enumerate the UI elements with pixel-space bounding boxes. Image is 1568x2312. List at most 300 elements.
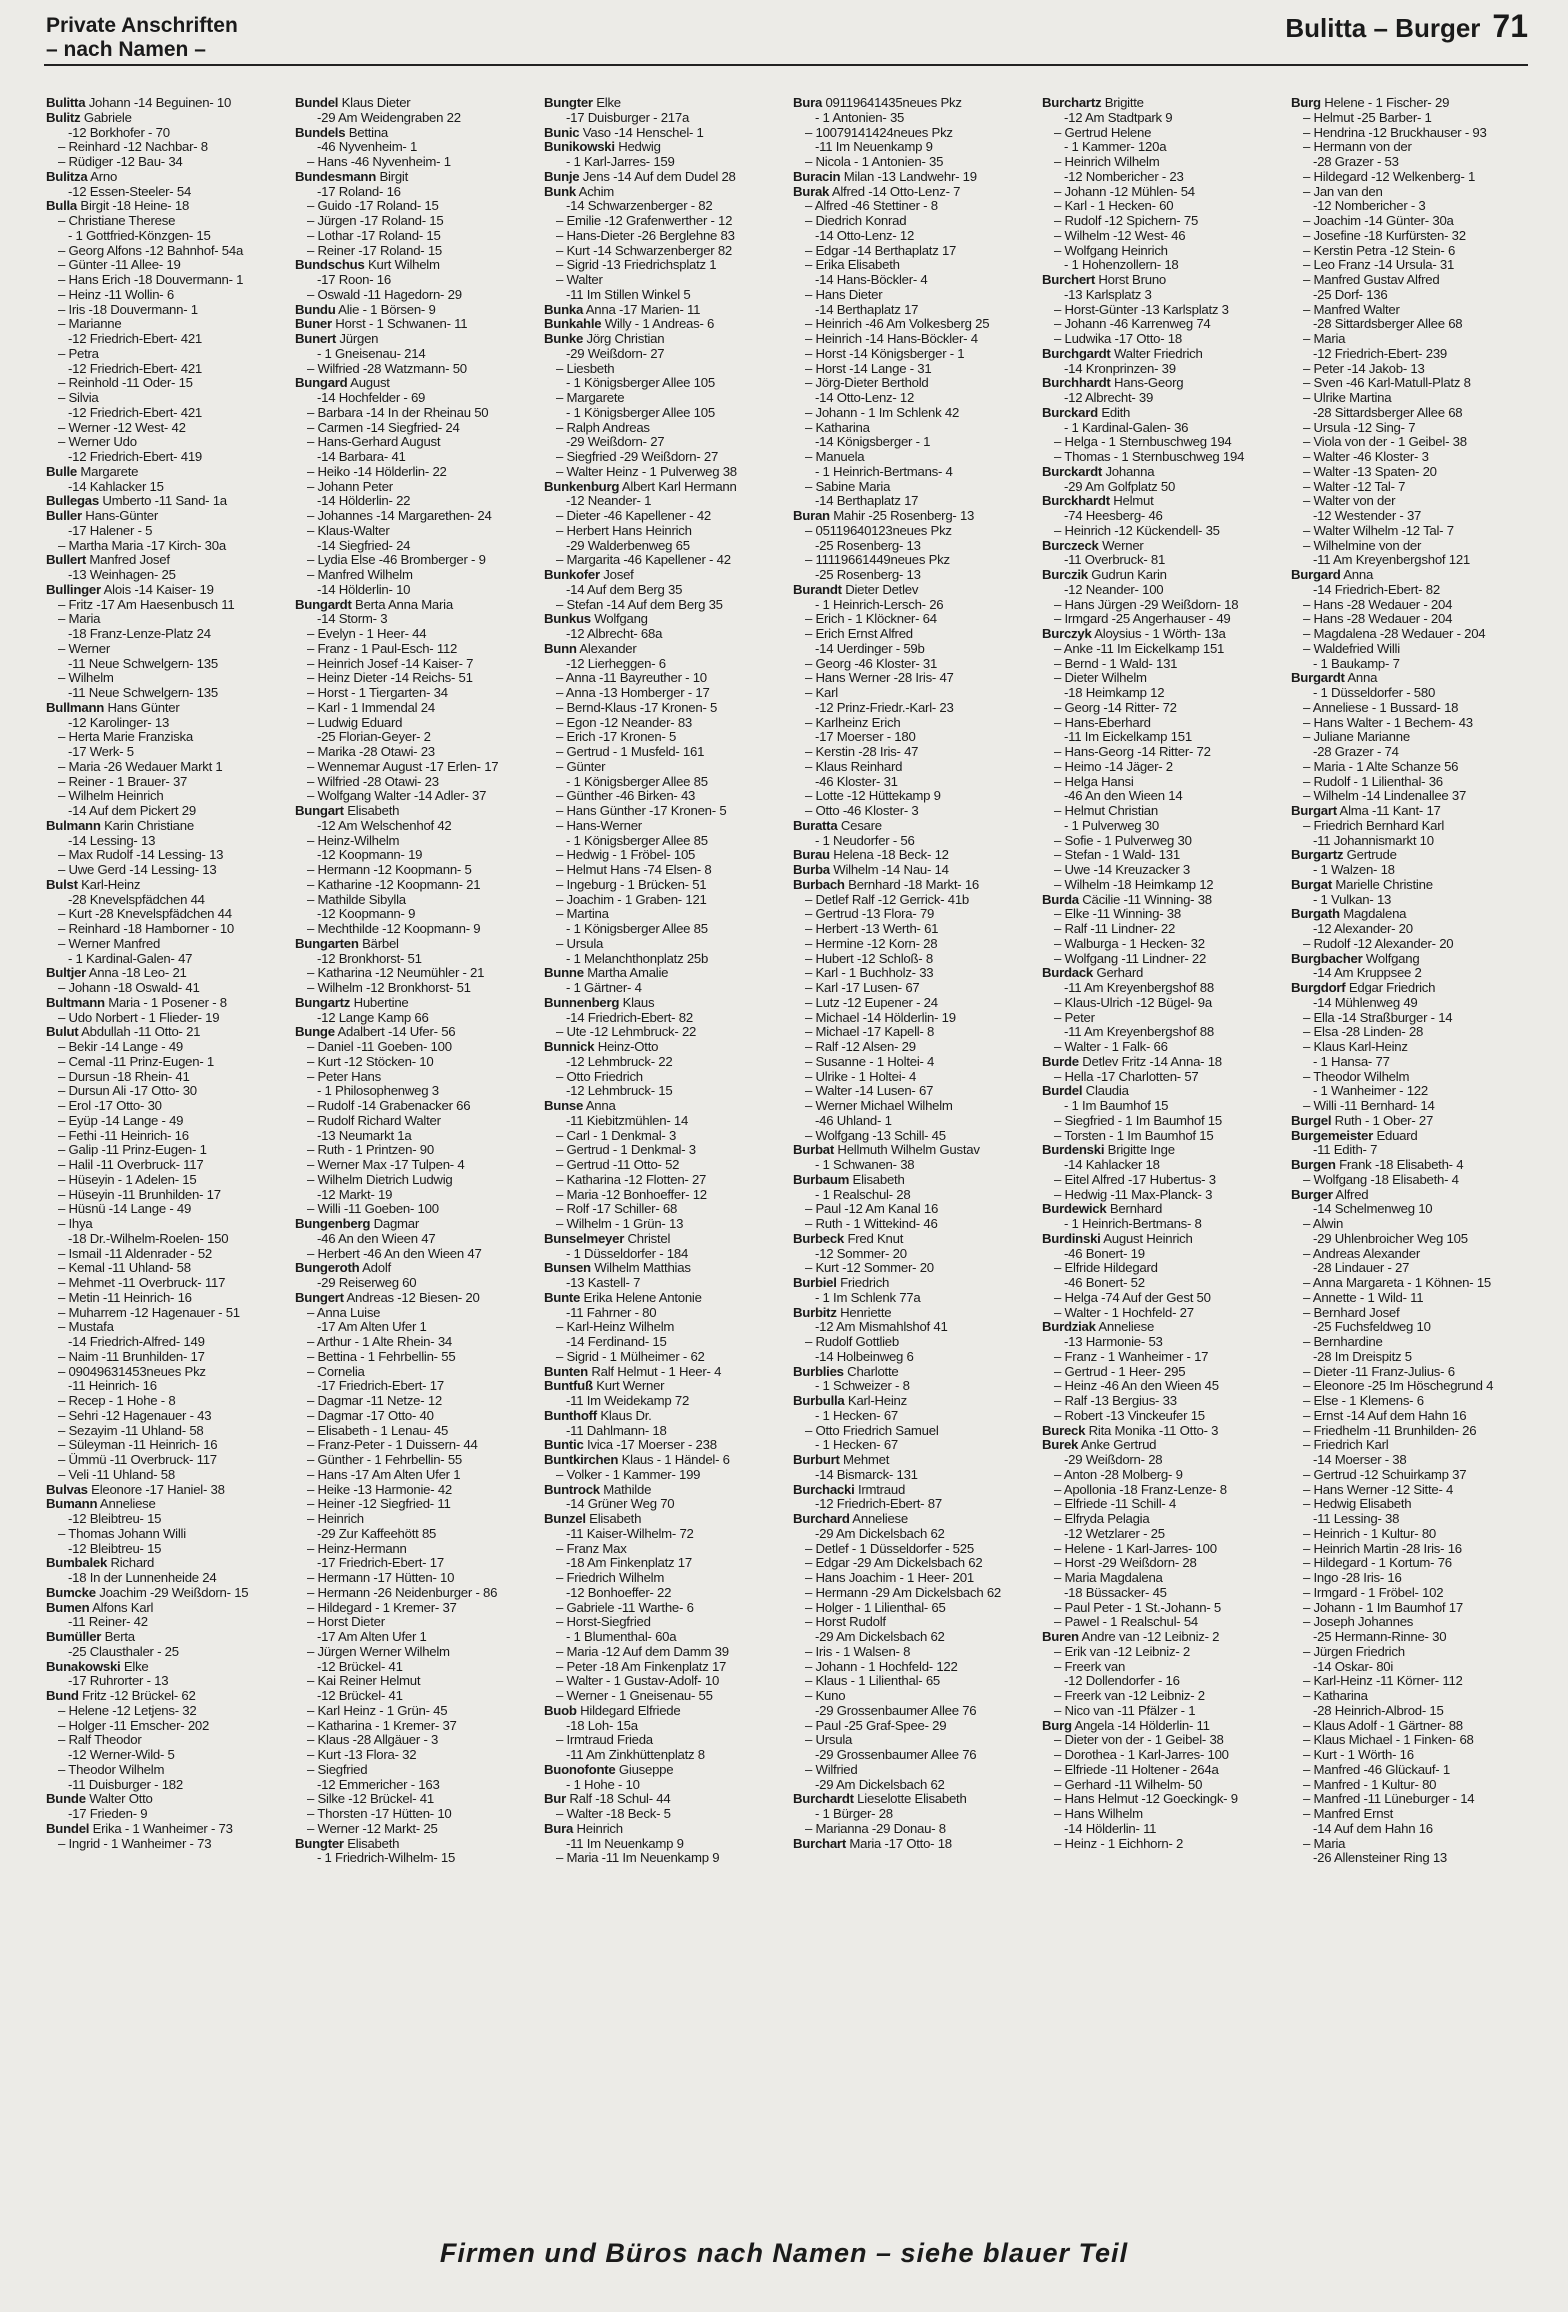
entry-address: -14 Auf dem Hahn 16	[1313, 1821, 1433, 1836]
entry-member: – Mustafa	[58, 1320, 114, 1335]
entry-address: - 1 Walzen- 18	[1313, 863, 1395, 877]
entry-member: – Rudolf Gottlieb	[805, 1335, 899, 1349]
entry-member: – Hans Jürgen -29 Weißdorn- 18	[1054, 597, 1239, 612]
entry-member: – Reinhold -11 Oder- 15	[58, 376, 193, 391]
entry-member: – Bettina - 1 Fehrbellin- 55	[307, 1349, 456, 1364]
entry-member: – Heinrich - 1 Kultur- 80	[1303, 1526, 1437, 1541]
entry-member: – Helmut Christian	[1054, 804, 1158, 818]
entry-member: – Klaus Karl-Heinz	[1303, 1040, 1408, 1054]
entry-address: -14 Friedrich-Ebert- 82	[566, 1010, 693, 1025]
entry-member: – Hans-Gerhard August	[307, 435, 441, 450]
entry-address: - 1 Heinrich-Bertmans- 4	[815, 464, 953, 479]
entry-address: -12 Am Welschenhof 42	[317, 818, 452, 833]
entry-member: – Gerhard -11 Wilhelm- 50	[1054, 1777, 1203, 1792]
entry-member: – Kurt -12 Sommer- 20	[805, 1261, 934, 1276]
entry-surname: Bunzel Elisabeth	[544, 1512, 642, 1526]
entry-member: – Evelyn - 1 Heer- 44	[307, 627, 427, 641]
entry-member: – Peter -14 Jakob- 13	[1303, 361, 1425, 376]
entry-surname: Burg Angela -14 Hölderlin- 11	[1042, 1718, 1210, 1733]
entry-member: – Ingo -28 Iris- 16	[1303, 1571, 1402, 1585]
entry-member: – Hüsnü -14 Lange - 49	[58, 1202, 192, 1217]
entry-member: – Freerk van	[1054, 1659, 1126, 1674]
entry-member: – Heinz -11 Wollin- 6	[58, 287, 174, 302]
entry-address: -17 Roon- 16	[317, 273, 391, 287]
entry-address: -14 Moerser - 38	[1313, 1453, 1407, 1467]
entry-surname: Burchart Maria -17 Otto- 18	[793, 1836, 952, 1851]
entry-address: -11 Im Stillen Winkel 5	[566, 287, 691, 302]
entry-member: – Dorothea - 1 Karl-Jarres- 100	[1054, 1748, 1229, 1762]
entry-address: -18 Heimkamp 12	[1064, 686, 1165, 700]
entry-member: – Georg Alfons -12 Bahnhof- 54a	[58, 243, 244, 258]
entry-member: – Anna -13 Homberger - 17	[556, 686, 710, 700]
entry-member: – Sigrid - 1 Mülheimer - 62	[556, 1349, 705, 1364]
entry-member: – Annette - 1 Wild- 11	[1303, 1290, 1424, 1305]
entry-address: -11 Im Eickelkamp 151	[1064, 730, 1192, 745]
entry-member: – Wilhelm -18 Heimkamp 12	[1054, 877, 1214, 892]
entry-member: – Ulrike Martina	[1303, 391, 1392, 405]
entry-address: -18 Franz-Lenze-Platz 24	[68, 627, 211, 641]
entry-address: -12 Friedrich-Ebert- 419	[68, 450, 202, 464]
entry-address: -25 Dorf- 136	[1313, 287, 1388, 302]
entry-member: – Manfred Wilhelm	[307, 568, 413, 582]
entry-address: - 1 Kardinal-Galen- 36	[1064, 420, 1189, 435]
entry-member: – Marika -28 Otawi- 23	[307, 745, 435, 759]
entry-address: -14 Otto-Lenz- 12	[815, 391, 915, 405]
entry-address: -11 Johannismarkt 10	[1313, 833, 1434, 848]
entry-member: – Dieter -46 Kapellener - 42	[556, 509, 712, 523]
entry-member: – Eyüp -14 Lange - 49	[58, 1113, 184, 1128]
entry-address: - 1 Karl-Jarres- 159	[566, 155, 675, 169]
entry-address: - 1 Wanheimer - 122	[1313, 1084, 1428, 1099]
entry-member: – Katharina -12 Neumühler - 21	[307, 966, 485, 981]
listing-columns	[46, 96, 1532, 2236]
footer-note: Firmen und Büros nach Namen – siehe blauer Teil	[439, 2238, 1129, 2268]
entry-surname: Bura 09119641435neues Pkz	[793, 96, 962, 110]
entry-surname: Burbeck Fred Knut	[793, 1231, 904, 1246]
entry-address: -11 Im Neuenkamp 9	[566, 1836, 684, 1851]
entry-address: -29 Grossenbaumer Allee 76	[815, 1748, 977, 1762]
entry-member: – Oswald -11 Hagedorn- 29	[307, 287, 462, 302]
entry-address: - 1 Im Schlenk 77a	[815, 1290, 921, 1305]
entry-member: – Erol -17 Otto- 30	[58, 1099, 162, 1113]
entry-surname: Bur Ralf -18 Schul- 44	[544, 1792, 671, 1807]
entry-member: – Detlef Ralf -12 Gerrick- 41b	[805, 892, 970, 907]
entry-surname: Buntfuß Kurt Werner	[544, 1379, 665, 1394]
entry-surname: Burgemeister Eduard	[1291, 1128, 1418, 1143]
entry-member: – Heinrich Josef -14 Kaiser- 7	[307, 656, 474, 671]
entry-member: – Recep - 1 Hohe - 8	[58, 1394, 176, 1408]
entry-member: – Ismail -11 Aldenrader - 52	[58, 1246, 213, 1261]
entry-member: – Hildegard -12 Welkenberg- 1	[1303, 169, 1476, 184]
entry-address: -25 Fuchsfeldweg 10	[1313, 1320, 1431, 1335]
entry-member: – Klaus -28 Allgäuer - 3	[307, 1733, 439, 1748]
entry-address: -28 Sittardsberger Allee 68	[1313, 317, 1463, 332]
entry-address: -14 Hochfelder - 69	[317, 391, 426, 405]
entry-member: – Walter -14 Lusen- 67	[805, 1084, 934, 1099]
entry-member: – Jürgen Friedrich	[1303, 1644, 1405, 1659]
entry-address: -46 An den Wieen 47	[317, 1231, 436, 1246]
entry-surname: Bullinger Alois -14 Kaiser- 19	[46, 582, 214, 597]
entry-member: – Maria -12 Bonhoeffer- 12	[556, 1187, 707, 1202]
entry-member: – Lydia Else -46 Bromberger - 9	[307, 553, 486, 568]
entry-member: – Paul -25 Graf-Spee- 29	[805, 1718, 947, 1733]
entry-member: – Kurt -13 Flora- 32	[307, 1748, 417, 1762]
entry-member: – Helmut Hans -74 Elsen- 8	[556, 863, 712, 877]
entry-member: – Friedhelm -11 Brunhilden- 26	[1303, 1423, 1477, 1438]
entry-member: – Apollonia -18 Franz-Lenze- 8	[1054, 1482, 1227, 1497]
entry-member: – Sigrid -13 Friedrichsplatz 1	[556, 258, 717, 273]
entry-member: – Horst -14 Königsberger - 1	[805, 346, 965, 361]
entry-member: – Heike -13 Harmonie- 42	[307, 1482, 452, 1497]
entry-member: – Rüdiger -12 Bau- 34	[58, 155, 183, 169]
entry-member: – Hans Werner -28 Iris- 47	[805, 671, 954, 686]
entry-member: – Horst -14 Lange - 31	[805, 361, 932, 376]
entry-surname: Bungarten Bärbel	[295, 936, 399, 951]
section-heading	[46, 14, 238, 62]
entry-member: – Juliane Marianne	[1303, 730, 1410, 745]
entry-member: – Ralf -12 Alsen- 29	[805, 1040, 916, 1054]
entry-member: – Rudolf -14 Grabenacker 66	[307, 1099, 471, 1113]
entry-address: -14 Holbeinweg 6	[815, 1349, 914, 1364]
entry-member: – Hermann -12 Koopmann- 5	[307, 863, 472, 877]
entry-address: -12 Brückel- 41	[317, 1689, 403, 1703]
entry-member: – Walter - 1 Hochfeld- 27	[1054, 1305, 1194, 1320]
entry-member: – Erich -17 Kronen- 5	[556, 730, 677, 745]
entry-surname: Burchartz Brigitte	[1042, 96, 1144, 110]
entry-member: – Walter von der	[1303, 494, 1396, 509]
entry-surname: Bungardt Berta Anna Maria	[295, 597, 453, 612]
name-range-title: Bulitta – Burger	[1285, 13, 1481, 43]
entry-member: – Hans -46 Nyvenheim- 1	[307, 155, 451, 169]
entry-member: – Sabine Maria	[805, 479, 891, 494]
entry-address: - 1 Königsberger Allee 105	[566, 376, 715, 391]
entry-address: -18 Büssacker- 45	[1064, 1585, 1167, 1600]
entry-address: -17 Duisburger - 217a	[566, 110, 690, 125]
entry-member: – Freerk van -12 Leibniz- 2	[1054, 1689, 1205, 1703]
entry-surname: Bund Fritz -12 Brückel- 62	[46, 1689, 196, 1703]
entry-member: – Dieter -11 Franz-Julius- 6	[1303, 1364, 1455, 1379]
entry-member: – Irmgard -25 Angerhauser - 49	[1054, 612, 1231, 627]
entry-address: -11 Kiebitzmühlen- 14	[566, 1113, 689, 1128]
entry-surname: Buntkirchen Klaus - 1 Händel- 6	[544, 1453, 730, 1467]
entry-member: – Anna Margareta - 1 Köhnen- 15	[1303, 1276, 1491, 1290]
entry-surname: Burandt Dieter Detlev	[793, 582, 919, 597]
entry-surname: Bunakowski Elke	[46, 1659, 149, 1674]
entry-member: – Heinz Dieter -14 Reichs- 51	[307, 671, 473, 686]
entry-surname: Burbitz Henriette	[793, 1305, 892, 1320]
entry-surname: Buren Andre van -12 Leibniz- 2	[1042, 1630, 1220, 1644]
entry-surname: Buratta Cesare	[793, 818, 882, 833]
entry-member: – Leo Franz -14 Ursula- 31	[1303, 258, 1455, 273]
entry-address: -14 Auf dem Berg 35	[566, 582, 683, 597]
listing-column	[46, 96, 287, 2236]
entry-surname: Burger Alfred	[1291, 1187, 1369, 1202]
entry-member: – Mechthilde -12 Koopmann- 9	[307, 922, 481, 936]
entry-member: – Ulrike - 1 Holtei- 4	[805, 1069, 917, 1084]
entry-member: – Ruth - 1 Wittekind- 46	[805, 1217, 938, 1231]
entry-member: – Wolfgang Walter -14 Adler- 37	[307, 789, 487, 804]
entry-surname: Burgdorf Edgar Friedrich	[1291, 981, 1436, 995]
entry-member: – Manfred - 1 Kultur- 80	[1303, 1777, 1437, 1792]
entry-member: – Katharine -12 Koopmann- 21	[307, 877, 481, 892]
entry-member: – Elfriede -11 Schill- 4	[1054, 1497, 1177, 1512]
entry-member: – Elfride Hildegard	[1054, 1261, 1158, 1276]
entry-member: – Max Rudolf -14 Lessing- 13	[58, 848, 224, 863]
entry-surname: Burdel Claudia	[1042, 1084, 1129, 1099]
entry-address: -46 Bonert- 19	[1064, 1246, 1145, 1261]
entry-surname: Burgbacher Wolfgang	[1291, 951, 1420, 966]
entry-surname: Bunje Jens -14 Auf dem Dudel 28	[544, 169, 736, 184]
entry-member: – Walter -12 Tal- 7	[1303, 479, 1406, 494]
entry-member: – Johann Peter	[307, 479, 393, 494]
entry-member: – Erika Elisabeth	[805, 258, 900, 273]
entry-address: - 1 Schweizer - 8	[815, 1379, 910, 1394]
entry-member: – Joseph Johannes	[1303, 1615, 1414, 1630]
entry-member: – Reiner - 1 Brauer- 37	[58, 774, 188, 789]
entry-member: – Horst -29 Weißdorn- 28	[1054, 1556, 1197, 1571]
entry-member: – Elfryda Pelagia	[1054, 1512, 1150, 1526]
entry-address: - 1 Hecken- 67	[815, 1408, 898, 1423]
entry-address: -12 Bronkhorst- 51	[317, 951, 422, 966]
entry-address: -12 Lehmbruck- 15	[566, 1084, 673, 1099]
entry-address: -28 Heinrich-Albrod- 15	[1313, 1703, 1444, 1718]
entry-member: – Otto Friedrich	[556, 1069, 643, 1084]
entry-member: – Sven -46 Karl-Matull-Platz 8	[1303, 376, 1471, 391]
entry-address: -29 Grossenbaumer Allee 76	[815, 1703, 977, 1718]
entry-member: – Hans Wilhelm	[1054, 1807, 1143, 1821]
entry-surname: Burczeck Werner	[1042, 538, 1144, 553]
entry-member: – Peter Hans	[307, 1069, 381, 1084]
entry-member: – Hermine -12 Korn- 28	[805, 936, 938, 951]
entry-member: – Hans Walter - 1 Bechem- 43	[1303, 715, 1473, 730]
entry-address: - 1 Gärtner- 4	[566, 981, 642, 995]
entry-surname: Bunnenberg Klaus	[544, 995, 655, 1010]
entry-surname: Bulut Abdullah -11 Otto- 21	[46, 1025, 201, 1040]
entry-surname: Burgardt Anna	[1291, 671, 1378, 686]
entry-member: – Walburga - 1 Hecken- 32	[1054, 936, 1205, 951]
entry-surname: Bumann Anneliese	[46, 1497, 156, 1512]
entry-member: – Erich Ernst Alfred	[805, 627, 913, 641]
entry-address: -12 Bleibtreu- 15	[68, 1541, 162, 1556]
entry-address: -14 Berthaplatz 17	[815, 494, 919, 509]
entry-member: – Udo Norbert - 1 Flieder- 19	[58, 1010, 220, 1025]
entry-member: – Karl	[805, 686, 838, 700]
entry-member: – Fritz -17 Am Haesenbusch 11	[58, 597, 235, 612]
entry-member: – Kerstin -28 Iris- 47	[805, 745, 919, 759]
entry-surname: Bumbalek Richard	[46, 1556, 155, 1571]
entry-member: – Ihya	[58, 1217, 93, 1231]
entry-surname: Bundels Bettina	[295, 125, 389, 140]
entry-member: – Elke -11 Winning- 38	[1054, 907, 1181, 922]
entry-surname: Burgartz Gertrude	[1291, 848, 1397, 863]
entry-surname: Bundschus Kurt Wilhelm	[295, 258, 440, 273]
entry-member: – Maria	[58, 612, 101, 627]
entry-surname: Bunde Walter Otto	[46, 1792, 153, 1807]
entry-member: – Irmgard - 1 Fröbel- 102	[1303, 1585, 1444, 1600]
entry-surname: Bumen Alfons Karl	[46, 1600, 154, 1615]
entry-surname: Burgath Magdalena	[1291, 907, 1407, 922]
entry-member: – Willi -11 Goeben- 100	[307, 1202, 439, 1217]
entry-member: – Johann - 1 Hochfeld- 122	[805, 1659, 958, 1674]
entry-address: -11 Dahlmann- 18	[566, 1423, 667, 1438]
entry-address: - 1 Gottfried-Könzgen- 15	[68, 228, 211, 243]
entry-member: – Wilhelm -14 Lindenallee 37	[1303, 789, 1467, 804]
entry-address: -25 Clausthaler - 25	[68, 1644, 179, 1659]
entry-member: – Bernd - 1 Wald- 131	[1054, 656, 1178, 671]
entry-surname: Bundel Klaus Dieter	[295, 96, 411, 110]
entry-member: – Georg -14 Ritter- 72	[1054, 700, 1177, 715]
entry-member: – Günter	[556, 759, 606, 774]
entry-address: -12 Friedrich-Ebert- 239	[1313, 346, 1447, 361]
entry-address: - 1 Düsseldorfer - 184	[566, 1246, 689, 1261]
entry-member: – Werner Manfred	[58, 936, 161, 951]
entry-member: – Anton -28 Molberg- 9	[1054, 1467, 1183, 1482]
entry-address: -14 Mühlenweg 49	[1313, 995, 1418, 1010]
entry-member: – Hubert -12 Schloß- 8	[805, 951, 933, 966]
entry-member: – Georg -46 Kloster- 31	[805, 656, 938, 671]
entry-member: – Willi -11 Bernhard- 14	[1303, 1099, 1435, 1113]
entry-address: -14 Siegfried- 24	[317, 538, 411, 553]
entry-surname: Burburt Mehmet	[793, 1453, 890, 1467]
entry-address: -46 Kloster- 31	[815, 774, 898, 789]
entry-member: – Iris -18 Douvermann- 1	[58, 302, 198, 317]
entry-member: – Susanne - 1 Holtei- 4	[805, 1054, 935, 1069]
entry-member: – Kurt - 1 Wörth- 16	[1303, 1748, 1414, 1762]
entry-address: -12 Friedrich-Ebert- 421	[68, 332, 202, 346]
entry-surname: Burczik Gudrun Karin	[1042, 568, 1167, 582]
entry-member: – Cornelia	[307, 1364, 365, 1379]
entry-address: -11 Im Weidekamp 72	[566, 1394, 690, 1408]
entry-member: – Karl-Heinz Wilhelm	[556, 1320, 675, 1335]
entry-member: – Friedrich Karl	[1303, 1438, 1389, 1453]
entry-address: -17 Moerser - 180	[815, 730, 916, 745]
entry-member: – Jörg-Dieter Berthold	[805, 376, 929, 391]
entry-surname: Burgart Alma -11 Kant- 17	[1291, 804, 1441, 818]
entry-surname: Bunselmeyer Christel	[544, 1231, 671, 1246]
entry-member: – Franz - 1 Wanheimer - 17	[1054, 1349, 1209, 1364]
entry-member: – Heinrich -12 Kückendell- 35	[1054, 523, 1220, 538]
entry-address: -12 Sommer- 20	[815, 1246, 907, 1261]
entry-address: - 1 Neudorfer - 56	[815, 833, 915, 848]
entry-address: -46 Uhland- 1	[815, 1113, 892, 1128]
entry-surname: Buran Mahir -25 Rosenberg- 13	[793, 509, 975, 523]
entry-surname: Bullert Manfred Josef	[46, 553, 170, 568]
entry-member: – Irmtraud Frieda	[556, 1733, 653, 1748]
entry-member: – Herbert Hans Heinrich	[556, 523, 692, 538]
entry-member: – Veli -11 Uhland- 58	[58, 1467, 175, 1482]
entry-address: -11 Neue Schwelgern- 135	[68, 686, 218, 700]
entry-surname: Bultjer Anna -18 Leo- 21	[46, 966, 187, 981]
entry-member: – Volker - 1 Kammer- 199	[556, 1467, 701, 1482]
entry-address: - 1 Gneisenau- 214	[317, 346, 426, 361]
entry-address: -13 Kastell- 7	[566, 1276, 641, 1290]
entry-member: – Elfriede -11 Holtener - 264a	[1054, 1762, 1219, 1777]
entry-member: – Karl Heinz - 1 Grün- 45	[307, 1703, 448, 1718]
entry-surname: Bunte Erika Helene Antonie	[544, 1290, 702, 1305]
entry-member: – Gertrud -12 Schuirkamp 37	[1303, 1467, 1467, 1482]
entry-member: – Wilfried	[805, 1762, 858, 1777]
entry-member: – Siegfried	[307, 1762, 368, 1777]
entry-member: – Kurt -14 Schwarzenberger 82	[556, 243, 733, 258]
entry-member: – Heimo -14 Jäger- 2	[1054, 759, 1173, 774]
entry-member: – Süleyman -11 Heinrich- 16	[58, 1438, 218, 1453]
entry-member: – Katharina	[1303, 1689, 1368, 1703]
entry-surname: Burchgardt Walter Friedrich	[1042, 346, 1203, 361]
entry-member: – Helga - 1 Sternbuschweg 194	[1054, 435, 1232, 450]
entry-address: -12 Neander- 1	[566, 494, 652, 509]
entry-member: – Werner Udo	[58, 435, 137, 450]
entry-member: – Manuela	[805, 450, 865, 464]
entry-surname: Burdack Gerhard	[1042, 966, 1144, 981]
entry-member: – Karl - 1 Immendal 24	[307, 700, 435, 715]
entry-address: -12 Am Mismahlshof 41	[815, 1320, 948, 1335]
entry-member: – Walter Wilhelm -12 Tal- 7	[1303, 523, 1454, 538]
entry-address: -29 Am Weidengraben 22	[317, 110, 461, 125]
entry-surname: Bulitz Gabriele	[46, 110, 132, 125]
entry-member: – Carmen -14 Siegfried- 24	[307, 420, 460, 435]
entry-address: - 1 Realschul- 28	[815, 1187, 911, 1202]
entry-address: -18 In der Lunnenheide 24	[68, 1571, 217, 1585]
entry-member: – Hans-Werner	[556, 818, 642, 833]
entry-member: – Wilfried -28 Watzmann- 50	[307, 361, 467, 376]
entry-member: – Kurt -12 Stöcken- 10	[307, 1054, 434, 1069]
entry-address: - 1 Philosophenweg 3	[317, 1084, 439, 1099]
entry-surname: Bura Heinrich	[544, 1821, 623, 1836]
entry-address: -25 Florian-Geyer- 2	[317, 730, 431, 745]
entry-address: -14 Otto-Lenz- 12	[815, 228, 915, 243]
entry-member: – Sezayim -11 Uhland- 58	[58, 1423, 204, 1438]
entry-member: – Hella -17 Charlotten- 57	[1054, 1069, 1199, 1084]
entry-member: – Johann -18 Oswald- 41	[58, 981, 200, 995]
entry-member: – Carl - 1 Denkmal- 3	[556, 1128, 677, 1143]
entry-member: – Hans Helmut -12 Goeckingk- 9	[1054, 1792, 1238, 1807]
entry-surname: Burbulla Karl-Heinz	[793, 1394, 907, 1408]
entry-member: – Wolfgang -18 Elisabeth- 4	[1303, 1172, 1459, 1187]
entry-surname: Burchard Anneliese	[793, 1512, 908, 1526]
entry-member: – Stefan -14 Auf dem Berg 35	[556, 597, 723, 612]
entry-member: – Kuno	[805, 1689, 846, 1703]
entry-surname: Burgard Anna	[1291, 568, 1374, 582]
entry-member: – Hüseyin -11 Brunhilden- 17	[58, 1187, 221, 1202]
entry-address: -18 Am Finkenplatz 17	[566, 1556, 692, 1571]
entry-address: -12 Karolinger- 13	[68, 715, 170, 730]
entry-address: - 1 Pulverweg 30	[1064, 818, 1159, 833]
entry-surname: Burchert Horst Bruno	[1042, 273, 1166, 287]
entry-member: – Ursula	[805, 1733, 853, 1748]
entry-address: -14 Hölderlin- 22	[317, 494, 411, 509]
entry-member: – Herbert -13 Werth- 61	[805, 922, 939, 936]
entry-address: -17 Halener - 5	[68, 523, 153, 538]
entry-address: -12 Friedrich-Ebert- 421	[68, 361, 202, 376]
entry-address: - 1 Kammer- 120a	[1064, 140, 1167, 155]
entry-member: – Guido -17 Roland- 15	[307, 199, 439, 214]
entry-member: – Eitel Alfred -17 Hubertus- 3	[1054, 1172, 1216, 1187]
entry-member: – Walter - 1 Falk- 66	[1054, 1040, 1168, 1054]
entry-surname: Bundel Erika - 1 Wanheimer - 73	[46, 1821, 233, 1836]
entry-member: – Werner -12 Markt- 25	[307, 1821, 438, 1836]
entry-member: – Friedrich Bernhard Karl	[1303, 818, 1445, 833]
entry-member: – Friedrich Wilhelm	[556, 1571, 665, 1585]
entry-member: – Joachim -14 Günter- 30a	[1303, 214, 1454, 228]
entry-member: – Elisabeth - 1 Lenau- 45	[307, 1423, 449, 1438]
page-number: 71	[1492, 8, 1528, 44]
entry-member: – Egon -12 Neander- 83	[556, 715, 692, 730]
section-heading-line1: Private Anschriften	[46, 14, 238, 37]
entry-member: – Anna Luise	[307, 1305, 381, 1320]
entry-surname: Bungter Elisabeth	[295, 1836, 400, 1851]
entry-surname: Bungard August	[295, 376, 390, 391]
entry-surname: Bungeroth Adolf	[295, 1261, 391, 1276]
